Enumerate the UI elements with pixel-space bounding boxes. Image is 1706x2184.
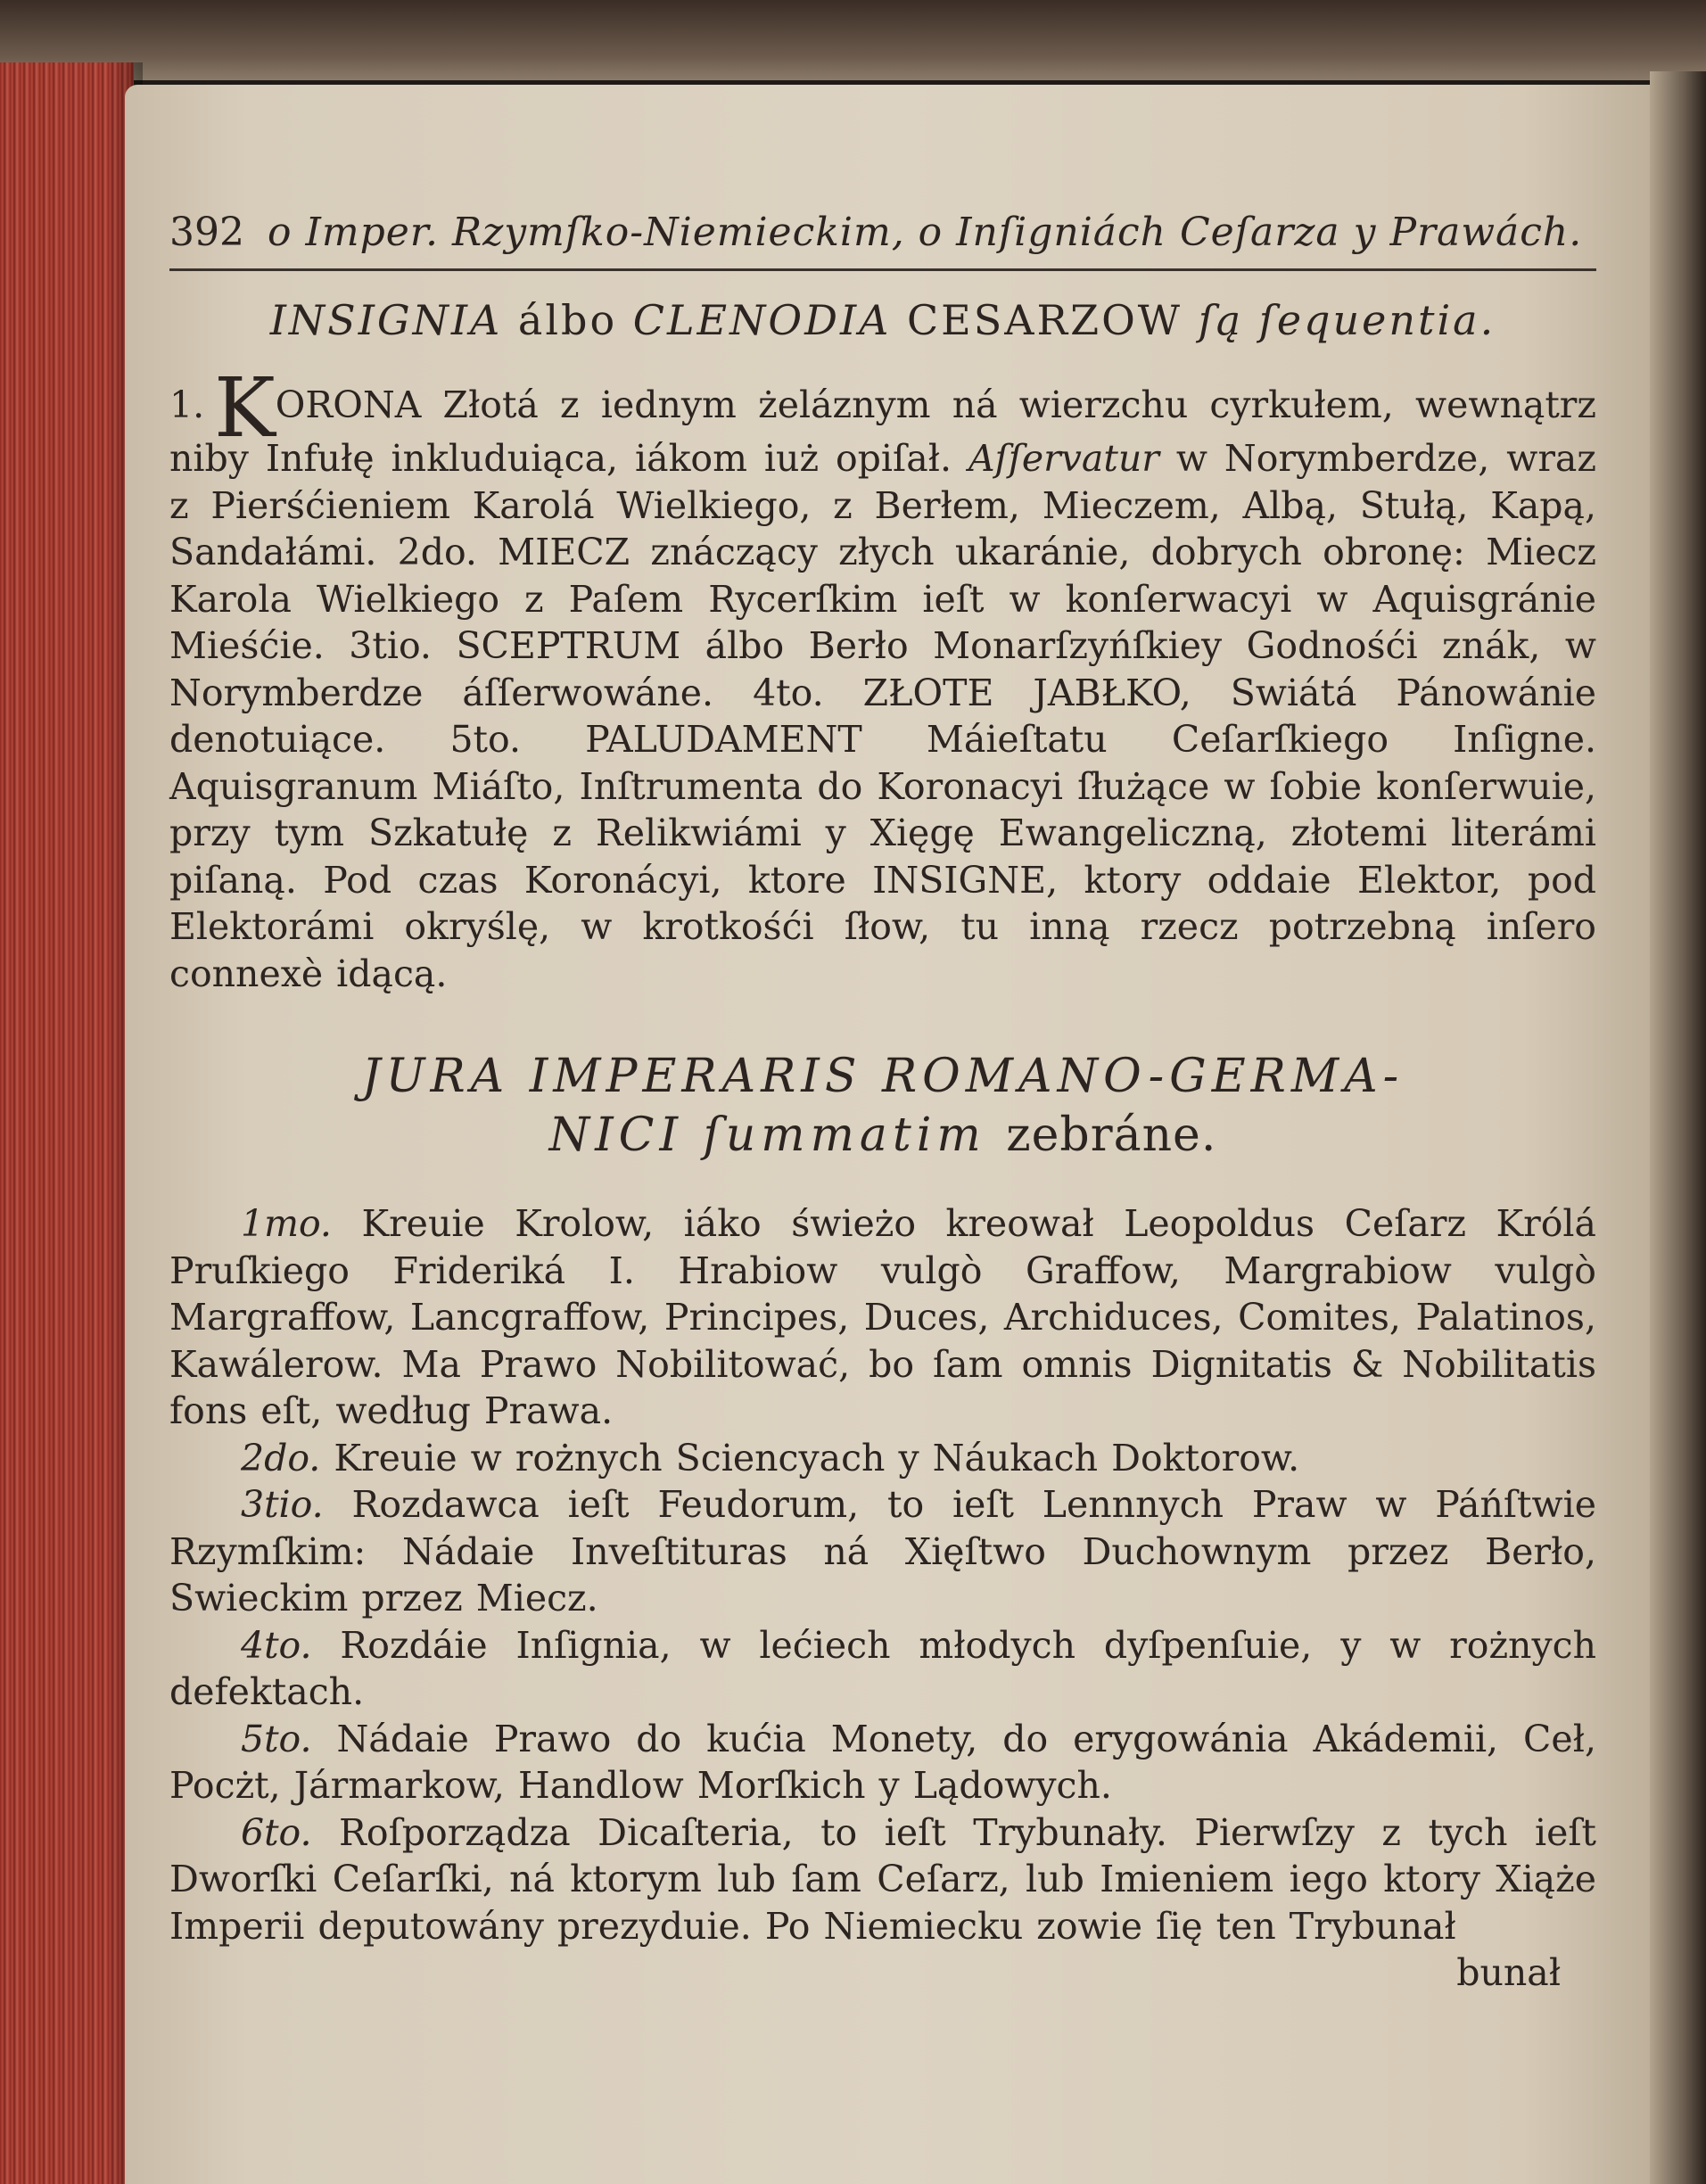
heading-insignia: INSIGNIA — [269, 296, 503, 344]
jura-title — [169, 1047, 1596, 1165]
item-number: 6to. — [241, 1810, 312, 1854]
jura-title-line2 — [169, 1106, 1596, 1165]
paragraph-body: w Norymberdze, wraz z Pierśćieniem Karolá Wielkiego, z Berłem, Mieczem, Albą, Stułą, Kapą, Sandałámi. 2do. MIECZ znáczący złych ukaránie, dobrych obronę: Miecz Karola Wielkiego z Paſem Rycerſkim ieſt w konſerwacyi w Aquisgránie Mieśćie. 3tio. SCEPTRUM álbo Berło Monarſzyńſkiey Godnośći znák, w Norymberdze áſſerwowáne. 4to. ZŁOTE JABŁKO, Swiátá Pánowánie denotuiące. 5to. PALUDAMENT Máieſtatu Ceſarſkiego Inſigne. Aquisgranum Miáſto, Inſtrumenta do Koronacyi ſłużące w ſobie konſerwuie, przy tym Szkatułę z Relikwiámi y Xięgę Ewangeliczną, złotemi literámi piſaną. Pod czas Koronácyi, ktore INSIGNE, ktory oddaie Elektor, pod Elektorámi okryślę, w krotkośći ſłow, tu inną rzecz potrzebną inſero connexè idącą. — [169, 437, 1596, 995]
rights-list — [169, 1200, 1614, 1996]
list-item — [169, 1200, 1596, 1435]
jura-title-roman: zebráne. — [1006, 1108, 1217, 1162]
insignia-heading — [169, 296, 1596, 344]
page-top-edge — [0, 0, 1706, 80]
item-text: Roſporządza Dicaſteria, to ieſt Trybunały. Pierwſzy z tych ieſt Dworſki Ceſarſki, ná ktorym lub ſam Ceſarz, lub Imieniem iego ktory Xiąże Imperii deputowány prezyduie. Po Niemiecku zowie ſię ten Trybunał — [169, 1810, 1596, 1948]
list-item — [169, 1809, 1596, 1950]
paragraph-lead: ORONA Złotá z iednym żeláznym ná wierzchu cyrkułem, wewnątrz niby Infułę inkluduiąca, iákom iuż opiſał. — [169, 383, 1596, 480]
jura-title-line1: JURA IMPERARIS ROMANO-GERMA- — [361, 1050, 1405, 1103]
item-text: Nádaie Prawo do kućia Monety, do erygowánia Akádemii, Ceł, Pocżt, Jármarkow, Handlow Morſkich y Lądowych. — [169, 1717, 1596, 1807]
item-number: 5to. — [241, 1717, 312, 1760]
item-number: 3tio. — [241, 1483, 324, 1526]
paragraph-italic-asservatur: Aſſervatur — [968, 437, 1159, 480]
item-number: 4to. — [241, 1623, 312, 1667]
heading-albo: álbo — [517, 296, 618, 344]
insignia-paragraph — [169, 360, 1596, 997]
page-number: 392 — [169, 210, 244, 255]
item-number: 1mo. — [241, 1202, 332, 1245]
paragraph-number: 1. — [169, 383, 205, 426]
list-item — [169, 1435, 1596, 1482]
running-head — [169, 210, 1596, 271]
catchword: bunał — [1456, 1951, 1561, 1994]
item-text: Kreuie Krolow, iáko świeżo kreował Leopoldus Ceſarz Królá Pruſkiego Frideriká I. Hrabiow vulgò Graffow, Margrabiow vulgò Margraffow, Lancgraffow, Principes, Duces, Archiduces, Comites, Palatinos, Kawálerow. Ma Prawo Nobilitować, bo ſam omnis Dignitatis & Nobilitatis fons eſt, według Prawa. — [169, 1202, 1596, 1432]
drop-cap: K — [214, 360, 276, 456]
item-text: Kreuie w rożnych Sciencyach y Náukach Doktorow. — [334, 1436, 1300, 1479]
item-text: Rozdáie Inſignia, w lećiech młodych dyſpenſuie, y w rożnych defektach. — [169, 1623, 1596, 1713]
page-text — [169, 210, 1614, 1996]
item-text: Rozdawca ieſt Feudorum, to ieſt Lennnych Praw w Páńſtwie Rzymſkim: Nádaie Inveſtituras ná Xięſtwo Duchownym przez Berło, Swieckim przez Miecz. — [169, 1483, 1596, 1619]
book-gutter — [1650, 71, 1706, 2184]
item-number: 2do. — [241, 1436, 321, 1479]
heading-cesarzow: CESARZOW — [906, 296, 1183, 344]
list-item — [169, 1622, 1596, 1716]
heading-sequentia: ſą ſequentia. — [1198, 296, 1496, 344]
list-item — [169, 1481, 1596, 1622]
running-title: o Imper. Rzymſko-Niemieckim, o Inſigniách Ceſarza y Prawách. — [268, 210, 1583, 255]
list-item — [169, 1716, 1596, 1809]
jura-title-italic: NICI ſummatim — [548, 1108, 986, 1162]
heading-clenodia: CLENODIA — [632, 296, 892, 344]
